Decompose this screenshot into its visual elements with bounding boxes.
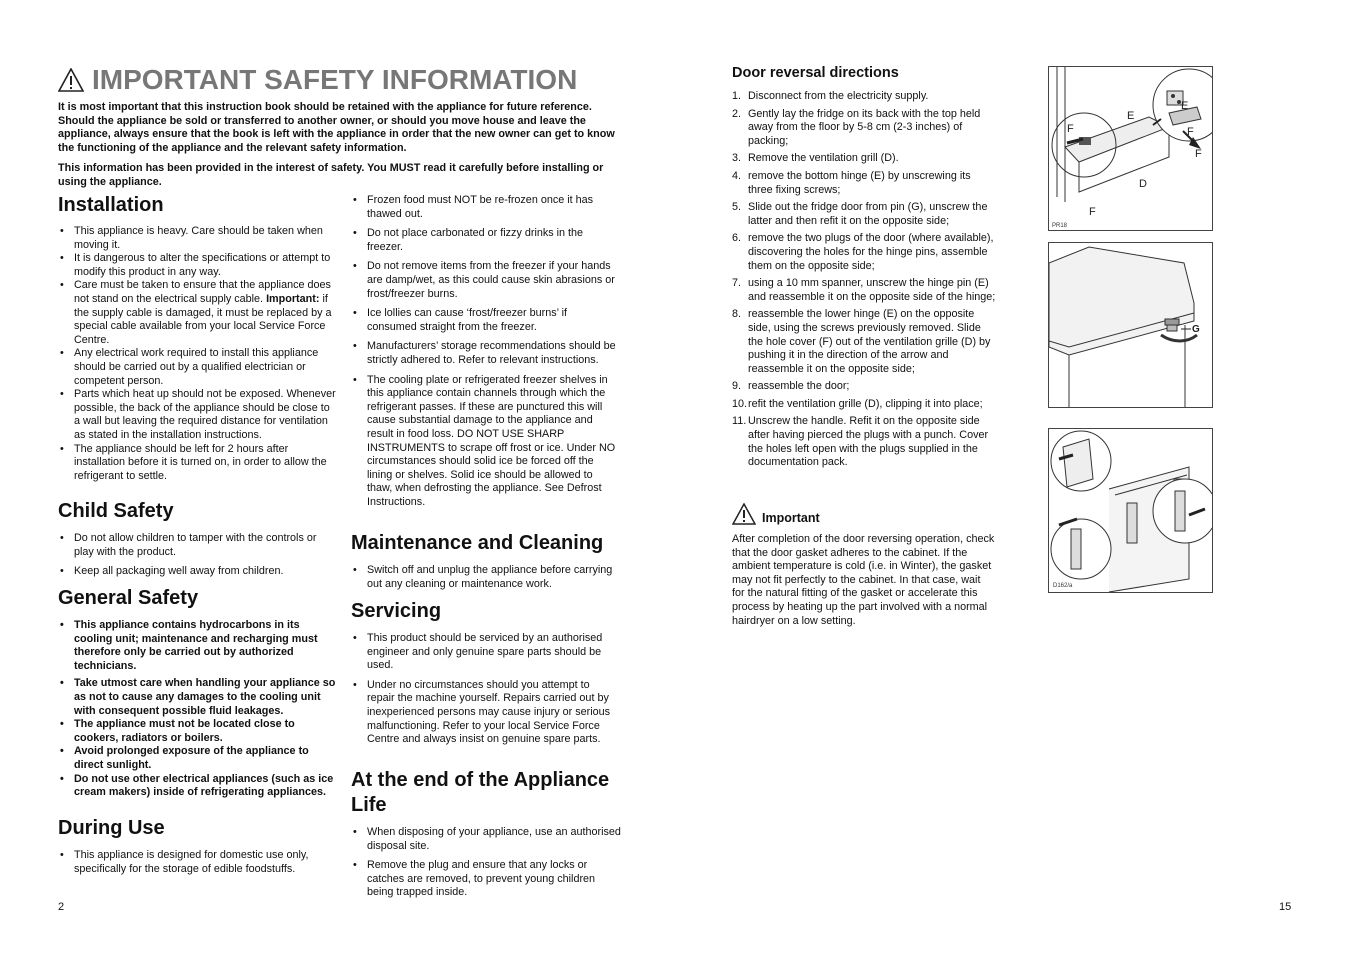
important-label-text: Important bbox=[762, 511, 820, 525]
list-item: • This appliance is heavy. Care should be taken when moving it. bbox=[58, 225, 336, 252]
figure-handle bbox=[1048, 428, 1213, 593]
general-safety-section bbox=[58, 587, 336, 800]
step-number: 10. bbox=[732, 397, 748, 410]
door-pin-illustration bbox=[1049, 243, 1212, 407]
step-number: 11. bbox=[732, 415, 747, 428]
general-safety-list bbox=[58, 619, 336, 800]
page-number-left: 2 bbox=[58, 901, 65, 913]
servicing-section bbox=[351, 600, 617, 747]
list-item: • Avoid prolonged exposure of the appliance to direct sunlight. bbox=[58, 745, 336, 772]
step-number: 7. bbox=[732, 277, 742, 290]
during-use-heading: During Use bbox=[58, 817, 165, 839]
step-text: Slide out the fridge door from pin (G), unscrew the latter and then refit it on the opposite side; bbox=[748, 201, 988, 227]
step-item bbox=[732, 308, 996, 376]
step-number: 6. bbox=[732, 232, 742, 245]
step-number: 9. bbox=[732, 380, 742, 393]
installation-heading: Installation bbox=[58, 194, 164, 216]
step-item bbox=[732, 277, 996, 304]
step-item bbox=[732, 398, 996, 412]
child-safety-section bbox=[58, 500, 336, 579]
list-item: • It is dangerous to alter the specifications or attempt to modify this product in any way. bbox=[58, 252, 336, 279]
list-item: • Do not remove items from the freezer if your hands are damp/wet, as this could cause skin abrasions or frost/freezer burns. bbox=[351, 260, 617, 301]
step-number: 5. bbox=[732, 201, 742, 214]
maintenance-list bbox=[351, 564, 617, 591]
step-item bbox=[732, 380, 996, 394]
list-item: • This appliance is designed for domestic use only, specifically for the storage of edible foodstuffs. bbox=[58, 849, 336, 876]
intro-paragraph-2: This information has been provided in the interest of safety. You MUST read it carefully before installing or using the appliance. bbox=[58, 162, 604, 188]
servicing-heading: Servicing bbox=[351, 600, 442, 622]
step-item bbox=[732, 201, 996, 228]
child-safety-heading: Child Safety bbox=[58, 500, 174, 522]
list-item: • Take utmost care when handling your appliance so as not to cause any damages to the cooling unit with consequent possible fluid leakages. bbox=[58, 677, 336, 718]
label-D: D bbox=[1139, 178, 1147, 190]
list-item: • Frozen food must NOT be re-frozen once it has thawed out. bbox=[351, 194, 617, 221]
important-label: Important: bbox=[266, 292, 320, 305]
installation-list bbox=[58, 225, 336, 483]
important-paragraph: After completion of the door reversing operation, check that the door gasket adheres to the cabinet. If the ambient temperature is cold (i.e. in Winter), the gasket may not fit perfectly to the cabinet. In that case, wait for the natural fitting of the gasket or accelerate this process by heating up the part involved with a normal hairdryer on a low setting. bbox=[732, 533, 995, 627]
label-F: F bbox=[1195, 148, 1202, 160]
list-item: • Under no circumstances should you attempt to repair the machine yourself. Repairs carried out by inexperienced persons may cause injury or serious malfunctioning. Refer to your local Service Force Centre and always insist on genuine spare parts. bbox=[351, 679, 617, 747]
step-number: 4. bbox=[732, 169, 742, 182]
step-item bbox=[732, 170, 996, 197]
door-reversal-heading: Door reversal directions bbox=[732, 65, 899, 81]
step-item bbox=[732, 152, 996, 166]
list-item: • Do not place carbonated or fizzy drinks in the freezer. bbox=[351, 227, 617, 254]
step-text: Gently lay the fridge on its back with the top held away from the floor by 5-8 cm (2-3 inches) of packing; bbox=[748, 107, 981, 147]
step-number: 8. bbox=[732, 308, 742, 321]
label-G: G bbox=[1192, 324, 1200, 335]
servicing-list bbox=[351, 632, 617, 747]
warning-icon bbox=[732, 503, 756, 525]
warning-icon bbox=[58, 68, 84, 92]
page-title-text: IMPORTANT SAFETY INFORMATION bbox=[92, 64, 578, 95]
important-text: if the supply cable is damaged, it must be replaced by a special cable available from your local Service Force Centre. bbox=[74, 292, 332, 346]
during-use-section bbox=[58, 817, 336, 876]
door-reversal-section bbox=[732, 65, 996, 470]
end-of-life-list bbox=[351, 826, 621, 900]
figure-code: D162/a bbox=[1053, 583, 1073, 589]
list-item bbox=[58, 279, 336, 347]
step-text: reassemble the door; bbox=[748, 380, 850, 393]
label-E: E bbox=[1181, 100, 1189, 112]
maintenance-heading: Maintenance and Cleaning bbox=[351, 532, 604, 554]
important-heading bbox=[732, 503, 996, 525]
list-item: • The appliance must not be located close to cookers, radiators or boilers. bbox=[58, 718, 336, 745]
list-item: • Manufacturers’ storage recommendations should be strictly adhered to. Refer to relevant instructions. bbox=[351, 340, 617, 367]
list-item: • When disposing of your appliance, use an authorised disposal site. bbox=[351, 826, 621, 853]
list-item: • The cooling plate or refrigerated freezer shelves in this appliance contain channels through which the refrigerant passes. If these are punctured this will cause substantial damage to the appliance and result in food loss. DO NOT USE SHARP INSTRUMENTS to scrape off frost or ice. Under NO circumstances should solid ice be forced off the lining or shelves. Solid ice should be allowed to thaw, when defrosting the appliance. See Defrost Instructions. bbox=[351, 374, 617, 510]
step-item bbox=[732, 232, 996, 273]
general-safety-heading: General Safety bbox=[58, 587, 199, 609]
list-item: • Parts which heat up should not be exposed. Whenever possible, the back of the appliance should be close to a wall but leaving the required distance for ventilation as stated in the installation instructions. bbox=[58, 388, 336, 442]
label-F: F bbox=[1067, 123, 1074, 135]
list-item: • The appliance should be left for 2 hours after installation before it is turned on, in order to allow the refrigerant to settle. bbox=[58, 443, 336, 484]
end-of-life-heading: At the end of the Appliance Life bbox=[351, 769, 610, 816]
step-text: Remove the ventilation grill (D). bbox=[748, 152, 899, 165]
step-item bbox=[732, 90, 996, 104]
label-F: F bbox=[1187, 126, 1194, 138]
hinge-illustration bbox=[1049, 67, 1212, 230]
list-item: • This product should be serviced by an authorised engineer and only genuine spare parts should be used. bbox=[351, 632, 617, 673]
page-number-right: 15 bbox=[1279, 901, 1292, 913]
during-use-list-continued bbox=[351, 194, 617, 509]
child-safety-list bbox=[58, 532, 336, 579]
installation-section bbox=[58, 194, 336, 483]
step-number: 2. bbox=[732, 107, 742, 120]
during-use-continued bbox=[351, 194, 617, 509]
step-item bbox=[732, 108, 996, 149]
figure-code: PR18 bbox=[1052, 223, 1068, 229]
maintenance-section bbox=[351, 532, 617, 591]
list-item: • Do not allow children to tamper with the controls or play with the product. bbox=[58, 532, 336, 559]
page-title bbox=[58, 64, 577, 96]
during-use-list bbox=[58, 849, 336, 876]
list-item-text: Care must be taken to ensure that the appliance does not stand on the electrical supply cable. bbox=[74, 279, 331, 305]
label-F: F bbox=[1089, 206, 1096, 218]
figure-door-pin bbox=[1048, 242, 1213, 408]
list-item: • Do not use other electrical appliances (such as ice cream makers) inside of refrigerating appliances. bbox=[58, 773, 336, 800]
step-text: using a 10 mm spanner, unscrew the hinge pin (E) and reassemble it on the opposite side of the hinge; bbox=[748, 277, 996, 303]
list-item: • Any electrical work required to install this appliance should be carried out by a qualified electrician or competent person. bbox=[58, 347, 336, 388]
step-text: refit the ventilation grille (D), clipping it into place; bbox=[748, 397, 983, 410]
list-item: • Ice lollies can cause ‘frost/freezer burns’ if consumed straight from the freezer. bbox=[351, 307, 617, 334]
step-text: Unscrew the handle. Refit it on the opposite side after having pierced the plugs with a punch. Cover the holes left open with the plugs supplied in the documentation pack. bbox=[748, 415, 989, 469]
step-item bbox=[732, 415, 996, 469]
door-reversal-steps bbox=[732, 90, 996, 470]
end-of-life-section bbox=[351, 768, 621, 900]
list-item: • Switch off and unplug the appliance before carrying out any cleaning or maintenance work. bbox=[351, 564, 617, 591]
step-text: reassemble the lower hinge (E) on the opposite side, using the screws previously removed. Slide the hole cover (F) out of the ventilation grille (D) by pushing it in the direction of the arrow and reassemble it on the opposite side; bbox=[748, 308, 991, 375]
step-number: 3. bbox=[732, 152, 742, 165]
step-text: Disconnect from the electricity supply. bbox=[748, 90, 929, 102]
step-text: remove the bottom hinge (E) by unscrewing its three fixing screws; bbox=[748, 169, 971, 196]
step-text: remove the two plugs of the door (where available), discovering the holes for the hinge pins, assemble them on the opposite side; bbox=[748, 232, 994, 272]
list-item: • Remove the plug and ensure that any locks or catches are removed, to prevent young children being trapped inside. bbox=[351, 859, 621, 900]
list-item: • This appliance contains hydrocarbons in its cooling unit; maintenance and recharging must therefore only be carried out by authorized technicians. bbox=[58, 619, 336, 673]
label-E: E bbox=[1127, 110, 1135, 122]
important-box bbox=[732, 503, 996, 628]
step-number: 1. bbox=[732, 90, 742, 102]
list-item: • Keep all packaging well away from children. bbox=[58, 565, 336, 579]
handle-illustration bbox=[1049, 429, 1212, 592]
intro-paragraph-1: It is most important that this instruction book should be retained with the appliance for future reference. Should the appliance be sold or transferred to another owner, or should you move house and leave the appliance, always ensure that the book is left with the appliance in order that the new owner can get to know the functioning of the appliance and the relevant safety information. bbox=[58, 101, 615, 154]
figure-hinge-removal bbox=[1048, 66, 1213, 231]
